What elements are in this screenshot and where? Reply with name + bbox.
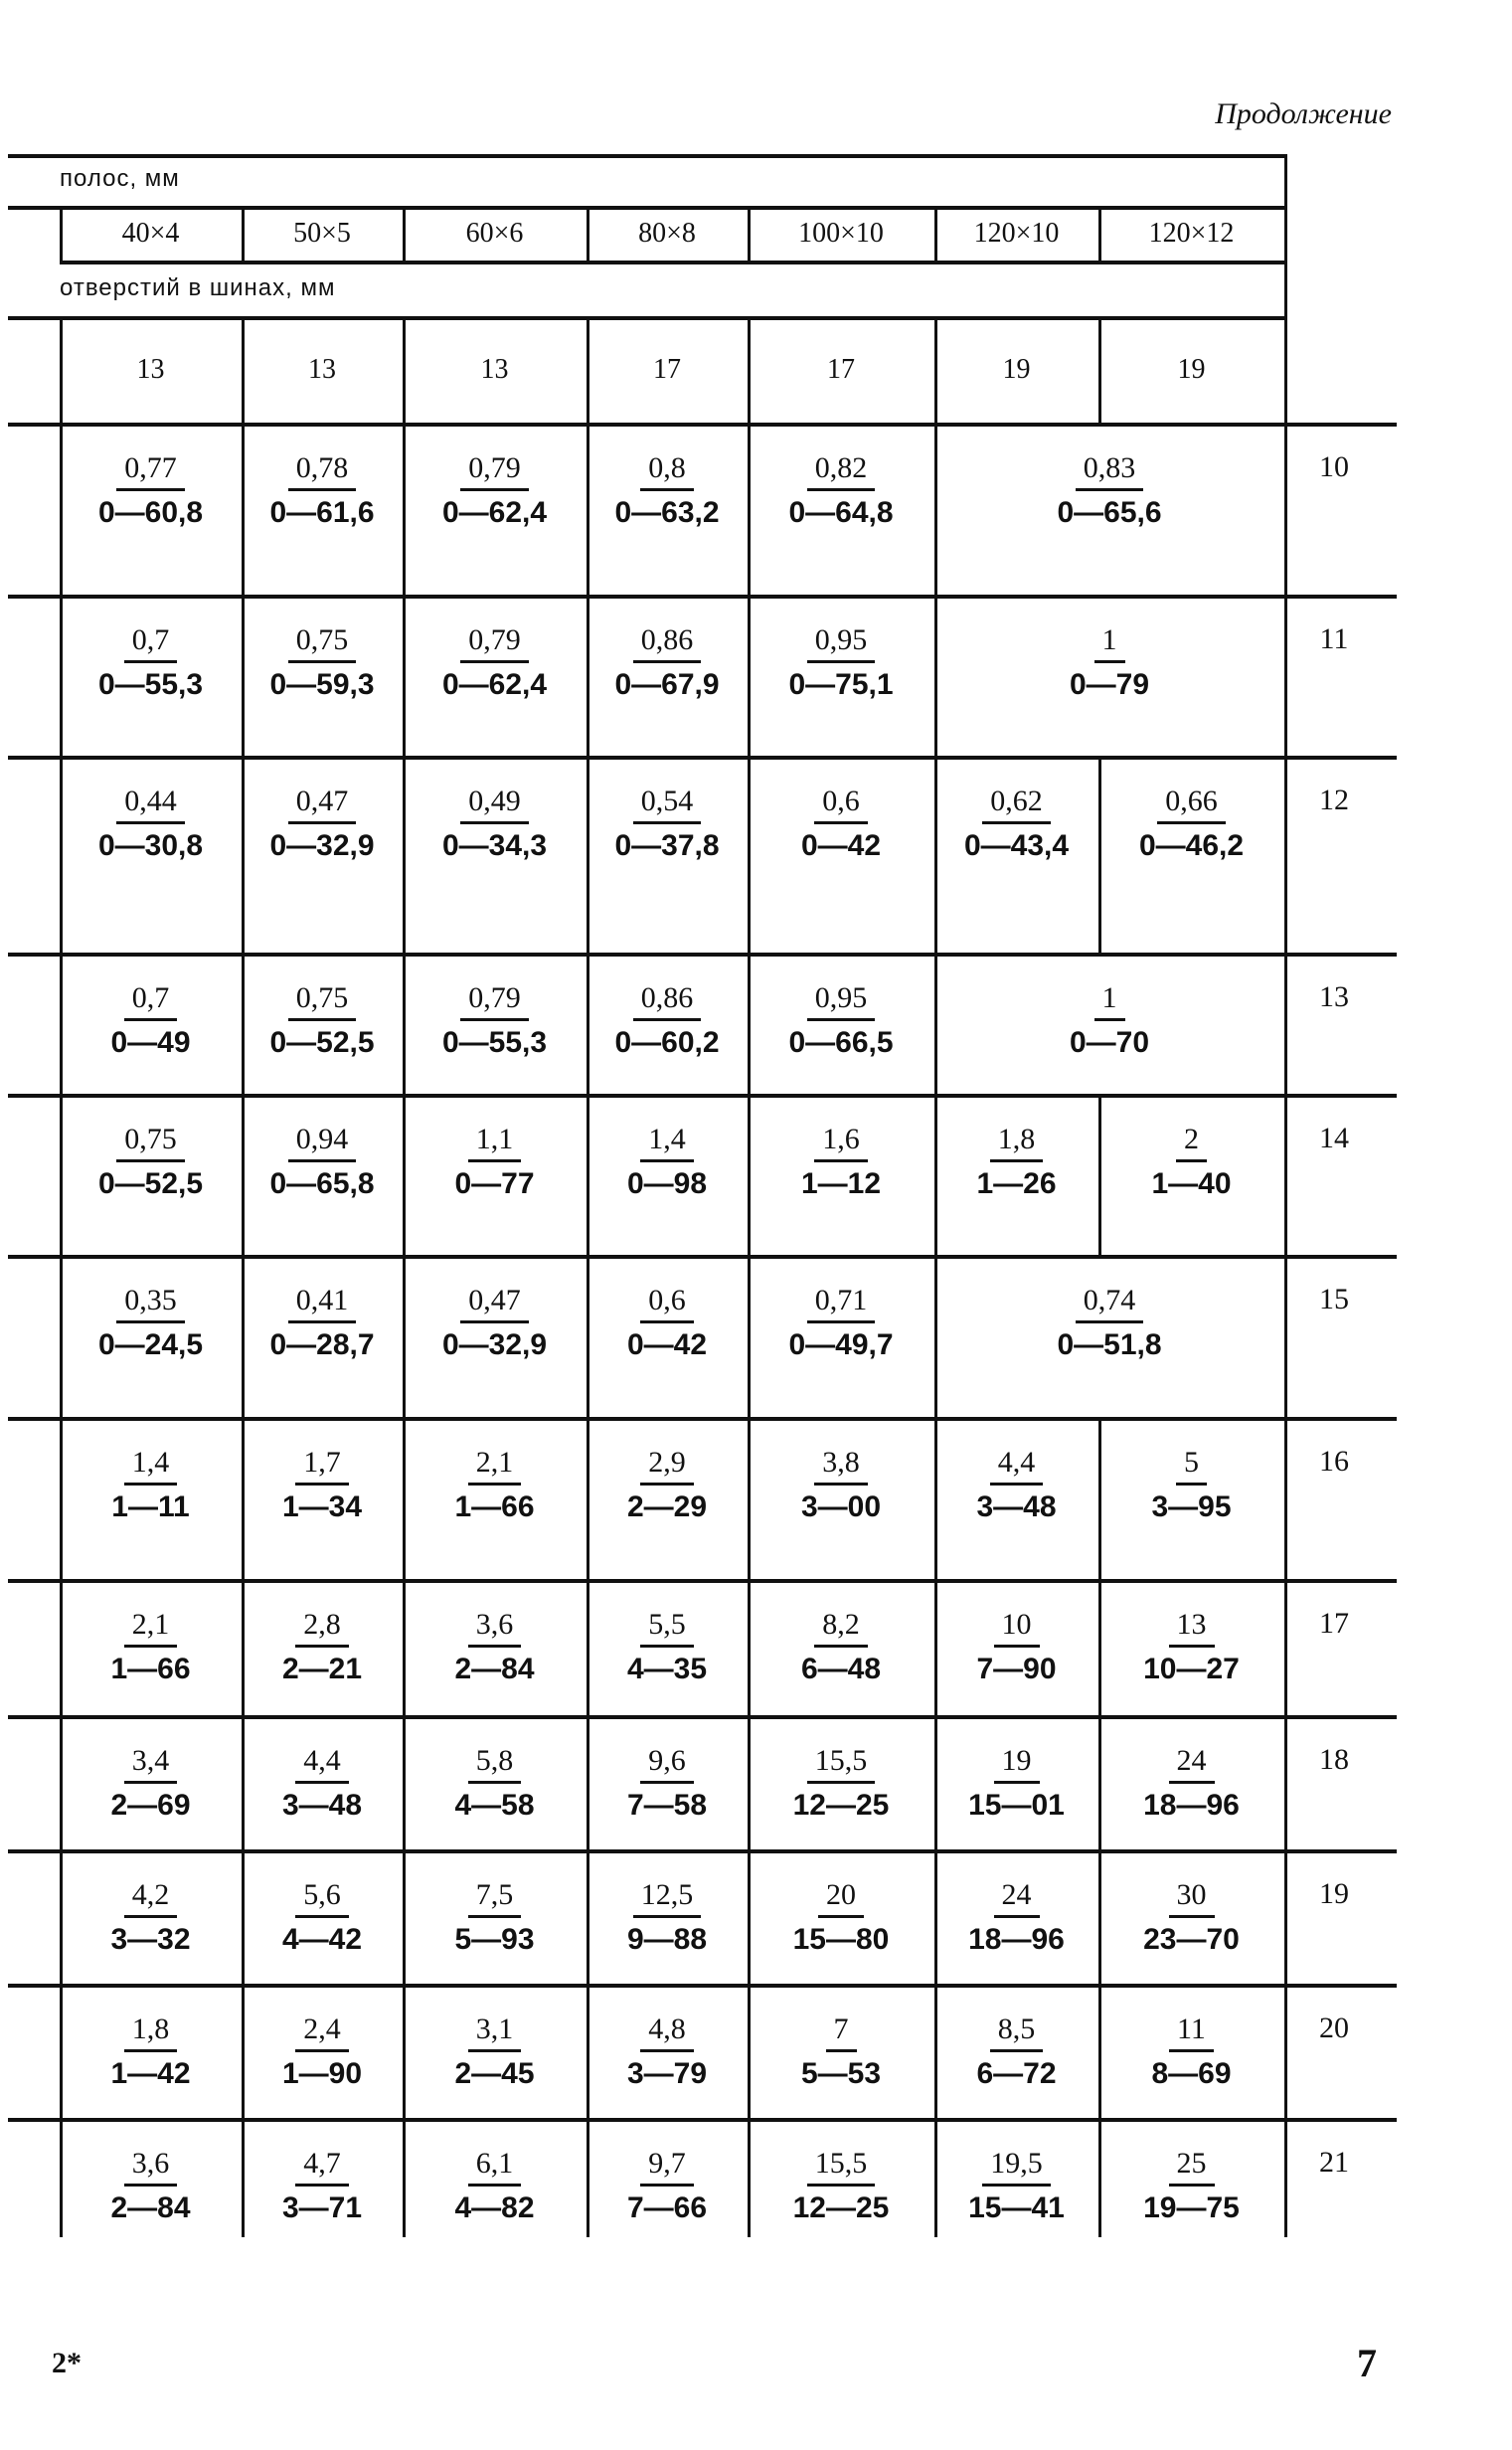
sheet-mark: 2* [52, 2347, 82, 2379]
fraction-numerator: 0,7 [124, 980, 178, 1021]
fraction-denominator: 0—51,8 [1057, 1328, 1162, 1361]
fraction-denominator: 1—26 [976, 1167, 1057, 1200]
row-rule [8, 1715, 1397, 1719]
fraction-numerator: 3,8 [814, 1445, 868, 1486]
fraction-denominator: 2—45 [454, 2057, 535, 2090]
fraction-cell [1098, 2146, 1284, 2226]
fraction-denominator: 12—25 [792, 1789, 890, 1822]
fraction-cell [748, 2012, 934, 2092]
fraction-numerator: 10 [994, 1607, 1040, 1648]
holes-cell: 13 [308, 353, 336, 385]
row-rule [8, 1579, 1397, 1583]
fraction-cell [587, 784, 748, 864]
row-rule [8, 1417, 1397, 1421]
fraction-cell [403, 2146, 587, 2226]
fraction-cell [60, 1877, 242, 1958]
fraction-numerator: 0,75 [288, 980, 357, 1021]
fraction-cell [60, 1607, 242, 1687]
fraction-denominator: 4—58 [454, 1789, 535, 1822]
fraction-denominator: 15—01 [968, 1789, 1065, 1822]
fraction-cell [934, 1283, 1284, 1363]
fraction-numerator: 1,8 [124, 2012, 178, 2052]
fraction-cell [587, 1283, 748, 1363]
fraction-cell [242, 622, 403, 703]
fraction-cell [242, 1283, 403, 1363]
fraction-numerator: 20 [818, 1877, 864, 1918]
fraction-cell [1098, 1877, 1284, 1958]
continuation-label: Продолжение [1215, 97, 1392, 130]
fraction-numerator: 0,54 [633, 784, 702, 824]
fraction-cell [748, 2146, 934, 2226]
fraction-numerator: 5,5 [640, 1607, 694, 1648]
fraction-numerator: 1,6 [814, 1122, 868, 1162]
fraction-cell [587, 450, 748, 531]
fraction-cell [748, 622, 934, 703]
fraction-numerator: 30 [1169, 1877, 1215, 1918]
fraction-denominator: 0—70 [1069, 1026, 1150, 1059]
cell-divider [1284, 756, 1287, 953]
fraction-denominator: 1—42 [110, 2057, 191, 2090]
fraction-cell [242, 1122, 403, 1202]
fraction-denominator: 7—90 [976, 1653, 1057, 1685]
fraction-denominator: 3—79 [626, 2057, 708, 2090]
size-cell: 80×8 [638, 217, 696, 249]
fraction-denominator: 0—62,4 [441, 668, 548, 701]
fraction-cell [748, 1445, 934, 1525]
fraction-denominator: 3—71 [281, 2191, 363, 2224]
row-number: 10 [1319, 450, 1349, 483]
fraction-denominator: 3—48 [976, 1490, 1057, 1523]
fraction-denominator: 18—96 [1143, 1789, 1240, 1822]
fraction-cell [934, 1877, 1098, 1958]
fraction-denominator: 0—52,5 [97, 1167, 204, 1200]
size-cell: 120×10 [973, 217, 1060, 249]
fraction-cell [242, 2146, 403, 2226]
fraction-denominator: 0—67,9 [614, 668, 720, 701]
fraction-numerator: 5,6 [295, 1877, 349, 1918]
fraction-denominator: 0—55,3 [441, 1026, 548, 1059]
fraction-numerator: 2,8 [295, 1607, 349, 1648]
fraction-cell [403, 622, 587, 703]
fraction-denominator: 12—25 [792, 2191, 890, 2224]
fraction-cell [1098, 2012, 1284, 2092]
fraction-numerator: 0,86 [633, 980, 702, 1021]
fraction-cell [60, 1445, 242, 1525]
fraction-cell [1098, 1743, 1284, 1824]
row-number: 16 [1319, 1445, 1349, 1478]
holes-cell: 13 [136, 353, 165, 385]
fraction-numerator: 2 [1176, 1122, 1207, 1162]
fraction-cell [60, 1283, 242, 1363]
fraction-numerator: 8,5 [990, 2012, 1044, 2052]
fraction-numerator: 0,8 [640, 450, 694, 491]
fraction-denominator: 0—49,7 [788, 1328, 894, 1361]
fraction-denominator: 8—69 [1151, 2057, 1232, 2090]
fraction-cell [748, 784, 934, 864]
fraction-denominator: 0—66,5 [788, 1026, 894, 1059]
fraction-numerator: 15,5 [807, 2146, 876, 2187]
row-number: 21 [1319, 2146, 1349, 2179]
fraction-denominator: 2—84 [454, 1653, 535, 1685]
fraction-denominator: 0—60,8 [97, 496, 204, 529]
fraction-numerator: 0,7 [124, 622, 178, 663]
fraction-numerator: 0,95 [807, 980, 876, 1021]
size-cell: 100×10 [798, 217, 884, 249]
fraction-cell [748, 1607, 934, 1687]
fraction-cell [587, 1122, 748, 1202]
fraction-denominator: 0—42 [800, 829, 882, 862]
fraction-cell [934, 784, 1098, 864]
fraction-cell [403, 1743, 587, 1824]
fraction-denominator: 0—49 [110, 1026, 191, 1059]
fraction-denominator: 0—75,1 [788, 668, 894, 701]
fraction-cell [748, 1877, 934, 1958]
fraction-cell [60, 1122, 242, 1202]
fraction-cell [403, 980, 587, 1061]
fraction-cell [587, 2146, 748, 2226]
fraction-cell [403, 1122, 587, 1202]
fraction-cell [403, 784, 587, 864]
fraction-cell [748, 1283, 934, 1363]
fraction-numerator: 4,8 [640, 2012, 694, 2052]
fraction-cell [242, 450, 403, 531]
fraction-denominator: 0—77 [454, 1167, 535, 1200]
fraction-cell [403, 450, 587, 531]
fraction-numerator: 0,78 [288, 450, 357, 491]
fraction-cell [934, 2146, 1098, 2226]
fraction-denominator: 2—84 [110, 2191, 191, 2224]
row-number: 17 [1319, 1607, 1349, 1640]
fraction-numerator: 9,7 [640, 2146, 694, 2187]
fraction-numerator: 0,83 [1076, 450, 1144, 491]
fraction-denominator: 0—79 [1069, 668, 1150, 701]
fraction-numerator: 0,47 [288, 784, 357, 824]
fraction-cell [934, 1607, 1098, 1687]
fraction-denominator: 1—12 [800, 1167, 882, 1200]
fraction-cell [60, 2012, 242, 2092]
fraction-numerator: 0,75 [288, 622, 357, 663]
row-number: 14 [1319, 1122, 1349, 1154]
fraction-numerator: 4,4 [990, 1445, 1044, 1486]
size-cell: 120×12 [1148, 217, 1235, 249]
fraction-denominator: 2—69 [110, 1789, 191, 1822]
fraction-numerator: 0,44 [116, 784, 185, 824]
fraction-numerator: 0,75 [116, 1122, 185, 1162]
fraction-denominator: 0—55,3 [97, 668, 204, 701]
fraction-denominator: 0—98 [626, 1167, 708, 1200]
cell-divider [1284, 953, 1287, 1094]
row-number: 13 [1319, 980, 1349, 1013]
cell-divider [1284, 1715, 1287, 1849]
fraction-cell [587, 1743, 748, 1824]
fraction-cell [587, 2012, 748, 2092]
fraction-cell [60, 980, 242, 1061]
header-otv-label: отверстий в шинах, мм [60, 274, 336, 301]
fraction-cell [403, 1607, 587, 1687]
fraction-cell [1098, 1445, 1284, 1525]
fraction-cell [587, 622, 748, 703]
cell-divider [1284, 2118, 1287, 2237]
fraction-numerator: 3,1 [468, 2012, 522, 2052]
fraction-cell [403, 1445, 587, 1525]
row-number: 19 [1319, 1877, 1349, 1910]
fraction-cell [934, 980, 1284, 1061]
fraction-numerator: 0,6 [814, 784, 868, 824]
fraction-denominator: 1—66 [110, 1653, 191, 1685]
fraction-numerator: 15,5 [807, 1743, 876, 1784]
fraction-denominator: 0—32,9 [441, 1328, 548, 1361]
fraction-denominator: 15—41 [968, 2191, 1065, 2224]
fraction-numerator: 0,41 [288, 1283, 357, 1323]
fraction-cell [587, 980, 748, 1061]
fraction-numerator: 2,1 [124, 1607, 178, 1648]
fraction-denominator: 0—65,6 [1057, 496, 1162, 529]
fraction-numerator: 24 [994, 1877, 1040, 1918]
fraction-denominator: 1—11 [111, 1490, 190, 1523]
fraction-cell [1098, 1607, 1284, 1687]
size-cell: 50×5 [293, 217, 351, 249]
fraction-numerator: 0,35 [116, 1283, 185, 1323]
fraction-denominator: 3—48 [281, 1789, 363, 1822]
fraction-denominator: 1—90 [281, 2057, 363, 2090]
fraction-numerator: 19,5 [982, 2146, 1051, 2187]
fraction-cell [1098, 1122, 1284, 1202]
header-polos-label: полос, мм [60, 165, 180, 192]
fraction-cell [60, 2146, 242, 2226]
fraction-denominator: 1—40 [1151, 1167, 1232, 1200]
fraction-numerator: 8,2 [814, 1607, 868, 1648]
holes-cell: 17 [653, 353, 681, 385]
row-rule [8, 1849, 1397, 1853]
cell-divider [1284, 1579, 1287, 1715]
size-cell: 40×4 [121, 217, 180, 249]
fraction-numerator: 0,66 [1157, 784, 1226, 824]
fraction-numerator: 5,8 [468, 1743, 522, 1784]
row-rule [8, 2118, 1397, 2122]
row-rule [8, 953, 1397, 957]
fraction-cell [403, 1283, 587, 1363]
fraction-numerator: 3,6 [124, 2146, 178, 2187]
fraction-denominator: 0—59,3 [269, 668, 375, 701]
fraction-numerator: 1,7 [295, 1445, 349, 1486]
fraction-numerator: 0,49 [460, 784, 529, 824]
fraction-numerator: 3,6 [468, 1607, 522, 1648]
fraction-numerator: 12,5 [633, 1877, 702, 1918]
cell-divider [1284, 595, 1287, 756]
fraction-numerator: 3,4 [124, 1743, 178, 1784]
fraction-numerator: 4,2 [124, 1877, 178, 1918]
holes-cell: 19 [1177, 353, 1206, 385]
fraction-cell [587, 1877, 748, 1958]
page-number: 7 [1357, 2341, 1377, 2385]
fraction-cell [587, 1445, 748, 1525]
fraction-numerator: 0,94 [288, 1122, 357, 1162]
fraction-denominator: 0—46,2 [1138, 829, 1245, 862]
fraction-numerator: 7 [826, 2012, 857, 2052]
fraction-numerator: 1,1 [468, 1122, 522, 1162]
fraction-cell [242, 980, 403, 1061]
fraction-numerator: 0,86 [633, 622, 702, 663]
fraction-cell [934, 622, 1284, 703]
fraction-denominator: 3—95 [1151, 1490, 1232, 1523]
fraction-numerator: 0,79 [460, 450, 529, 491]
fraction-denominator: 0—24,5 [97, 1328, 204, 1361]
fraction-cell [587, 1607, 748, 1687]
fraction-cell [934, 1122, 1098, 1202]
fraction-denominator: 2—29 [626, 1490, 708, 1523]
holes-cell: 19 [1002, 353, 1031, 385]
fraction-numerator: 0,71 [807, 1283, 876, 1323]
fraction-numerator: 9,6 [640, 1743, 694, 1784]
fraction-cell [242, 2012, 403, 2092]
fraction-denominator: 0—63,2 [614, 496, 720, 529]
fraction-numerator: 0,79 [460, 980, 529, 1021]
fraction-denominator: 9—88 [626, 1923, 708, 1956]
fraction-denominator: 0—42 [626, 1328, 708, 1361]
fraction-numerator: 5 [1176, 1445, 1207, 1486]
cell-divider [1284, 423, 1287, 595]
header-rule [60, 261, 1284, 264]
fraction-cell [242, 1607, 403, 1687]
fraction-numerator: 13 [1169, 1607, 1215, 1648]
fraction-cell [748, 1122, 934, 1202]
cell-divider [1284, 1094, 1287, 1255]
fraction-denominator: 10—27 [1143, 1653, 1240, 1685]
fraction-numerator: 4,4 [295, 1743, 349, 1784]
fraction-numerator: 4,7 [295, 2146, 349, 2187]
cell-divider [1284, 1849, 1287, 1984]
fraction-cell [242, 1445, 403, 1525]
row-number: 18 [1319, 1743, 1349, 1776]
fraction-cell [60, 1743, 242, 1824]
row-rule [8, 1094, 1397, 1098]
row-number: 15 [1319, 1283, 1349, 1315]
fraction-denominator: 19—75 [1143, 2191, 1240, 2224]
fraction-denominator: 5—93 [454, 1923, 535, 1956]
fraction-numerator: 1,4 [124, 1445, 178, 1486]
fraction-denominator: 15—80 [792, 1923, 890, 1956]
cell-divider [1284, 1255, 1287, 1417]
fraction-cell [934, 2012, 1098, 2092]
holes-cell: 17 [827, 353, 855, 385]
fraction-denominator: 0—52,5 [269, 1026, 375, 1059]
size-cell: 60×6 [465, 217, 524, 249]
row-number: 12 [1319, 784, 1349, 816]
fraction-numerator: 0,95 [807, 622, 876, 663]
fraction-denominator: 1—34 [281, 1490, 363, 1523]
fraction-denominator: 4—82 [454, 2191, 535, 2224]
fraction-numerator: 0,47 [460, 1283, 529, 1323]
row-rule [8, 423, 1397, 427]
fraction-cell [934, 450, 1284, 531]
fraction-denominator: 2—21 [281, 1653, 363, 1685]
fraction-cell [748, 450, 934, 531]
fraction-cell [403, 1877, 587, 1958]
fraction-numerator: 1,8 [990, 1122, 1044, 1162]
fraction-numerator: 1 [1094, 622, 1125, 663]
fraction-denominator: 0—34,3 [441, 829, 548, 862]
fraction-denominator: 0—43,4 [963, 829, 1070, 862]
fraction-numerator: 1,4 [640, 1122, 694, 1162]
fraction-numerator: 0,79 [460, 622, 529, 663]
fraction-denominator: 4—35 [626, 1653, 708, 1685]
fraction-numerator: 7,5 [468, 1877, 522, 1918]
fraction-numerator: 0,77 [116, 450, 185, 491]
fraction-cell [242, 1877, 403, 1958]
row-number: 11 [1319, 622, 1349, 655]
holes-cell: 13 [480, 353, 509, 385]
header-border [1284, 154, 1287, 423]
fraction-denominator: 6—72 [976, 2057, 1057, 2090]
fraction-denominator: 5—53 [800, 2057, 882, 2090]
fraction-numerator: 6,1 [468, 2146, 522, 2187]
fraction-denominator: 0—62,4 [441, 496, 548, 529]
cell-divider [1284, 1984, 1287, 2118]
fraction-cell [242, 1743, 403, 1824]
fraction-numerator: 0,62 [982, 784, 1051, 824]
fraction-cell [403, 2012, 587, 2092]
fraction-denominator: 0—32,9 [269, 829, 375, 862]
fraction-numerator: 25 [1169, 2146, 1215, 2187]
fraction-cell [934, 1445, 1098, 1525]
fraction-denominator: 1—66 [454, 1490, 535, 1523]
fraction-denominator: 3—00 [800, 1490, 882, 1523]
fraction-numerator: 11 [1169, 2012, 1214, 2052]
row-number: 20 [1319, 2012, 1349, 2044]
fraction-numerator: 1 [1094, 980, 1125, 1021]
fraction-denominator: 18—96 [968, 1923, 1065, 1956]
fraction-cell [60, 784, 242, 864]
fraction-denominator: 0—61,6 [269, 496, 375, 529]
fraction-denominator: 0—30,8 [97, 829, 204, 862]
fraction-denominator: 6—48 [800, 1653, 882, 1685]
cell-divider [1284, 1417, 1287, 1579]
fraction-denominator: 7—66 [626, 2191, 708, 2224]
fraction-denominator: 23—70 [1143, 1923, 1240, 1956]
fraction-denominator: 0—60,2 [614, 1026, 720, 1059]
fraction-cell [934, 1743, 1098, 1824]
row-rule [8, 756, 1397, 760]
fraction-numerator: 2,9 [640, 1445, 694, 1486]
row-rule [8, 595, 1397, 599]
fraction-numerator: 0,74 [1076, 1283, 1144, 1323]
fraction-denominator: 3—32 [110, 1923, 191, 1956]
fraction-denominator: 0—65,8 [269, 1167, 375, 1200]
header-rule [8, 154, 1284, 158]
row-rule [8, 1984, 1397, 1988]
fraction-cell [60, 622, 242, 703]
fraction-denominator: 0—28,7 [269, 1328, 375, 1361]
fraction-cell [748, 1743, 934, 1824]
fraction-numerator: 0,6 [640, 1283, 694, 1323]
fraction-cell [748, 980, 934, 1061]
row-rule [8, 1255, 1397, 1259]
fraction-numerator: 24 [1169, 1743, 1215, 1784]
fraction-numerator: 19 [994, 1743, 1040, 1784]
fraction-numerator: 0,82 [807, 450, 876, 491]
fraction-numerator: 2,4 [295, 2012, 349, 2052]
fraction-numerator: 2,1 [468, 1445, 522, 1486]
fraction-denominator: 7—58 [626, 1789, 708, 1822]
fraction-denominator: 0—37,8 [614, 829, 720, 862]
fraction-denominator: 0—64,8 [788, 496, 894, 529]
fraction-cell [60, 450, 242, 531]
fraction-denominator: 4—42 [281, 1923, 363, 1956]
fraction-cell [1098, 784, 1284, 864]
fraction-cell [242, 784, 403, 864]
